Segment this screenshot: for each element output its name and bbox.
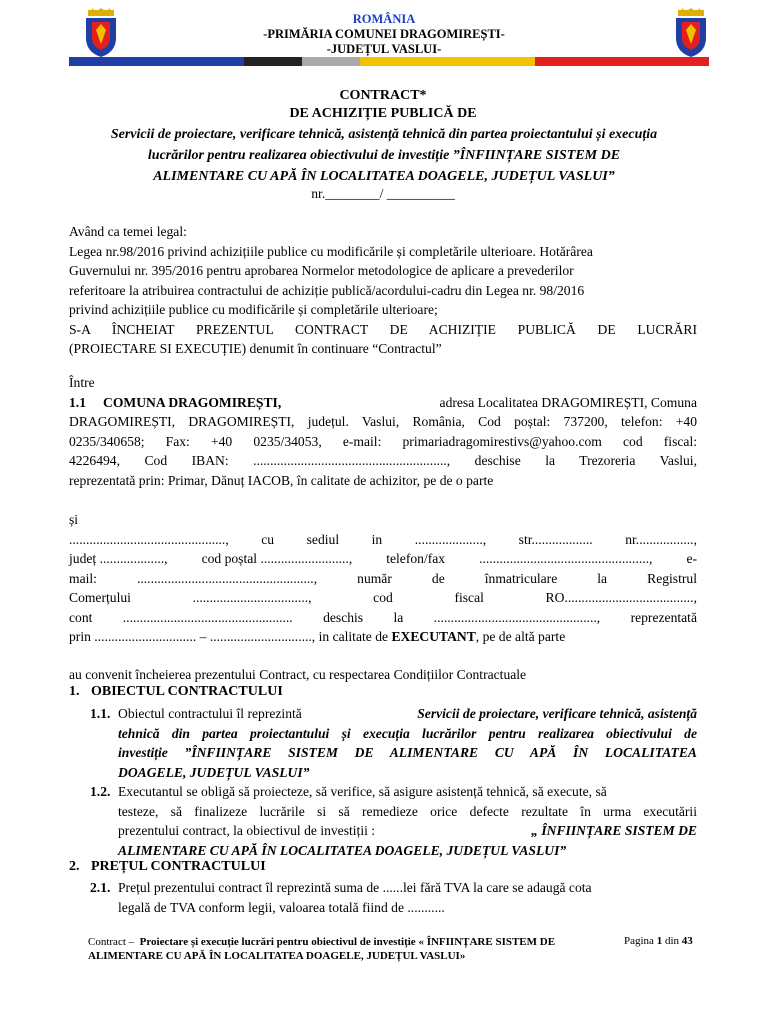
section-2-heading bbox=[69, 859, 266, 875]
legal-basis bbox=[69, 222, 697, 359]
field: nr................., bbox=[625, 531, 697, 547]
section-1-title: OBIECTUL CONTRACTULUI bbox=[91, 684, 283, 699]
party-2-rep: prin .............................. – .............................., in calitate de bbox=[69, 629, 392, 644]
contract-subtitle bbox=[60, 124, 708, 187]
coat-of-arms-icon bbox=[82, 8, 120, 58]
field: Registrul bbox=[647, 570, 697, 586]
clause-text-bold: DOAGELE, JUDEȚUL VASLUI” bbox=[118, 764, 310, 780]
page-of: din bbox=[664, 935, 680, 947]
tricolor-segment bbox=[127, 57, 185, 66]
field: .................................................., bbox=[479, 551, 653, 566]
header-country: ROMÂNIA bbox=[352, 12, 416, 26]
party-1-line: reprezentată prin: Primar, Dănuț IACOB, în calitate de achizitor, pe de o parte bbox=[69, 472, 494, 488]
party-2-row bbox=[69, 549, 697, 569]
subtitle-line: Servicii de proiectare, verificare tehnică, asistență tehnică din partea proiectantului și execuția bbox=[110, 127, 658, 142]
legal-line: S-A ÎNCHEIAT PREZENTUL CONTRACT DE ACHIZIȚIE PUBLICĂ DE LUCRĂRI bbox=[69, 321, 697, 337]
legal-line: privind achizițiile publice cu modificările și completările ulterioare; bbox=[69, 302, 438, 317]
field: RO......................................, bbox=[545, 590, 697, 605]
party-1-line1 bbox=[69, 393, 697, 413]
clause-2-1-line1 bbox=[90, 878, 697, 898]
page-footer bbox=[88, 935, 608, 963]
clause-text: prezentului contract, la obiectivul de investiții : bbox=[118, 823, 376, 838]
party-1-line: 4226494, Cod IBAN: ........................................................., deschise la Trezoreria Vaslui, bbox=[69, 453, 697, 468]
clause-1-2-line3 bbox=[90, 821, 697, 841]
field: mail: bbox=[69, 570, 97, 586]
party-1-num: 1.1 bbox=[69, 394, 86, 410]
field: ...................., bbox=[414, 531, 487, 547]
clause-num: 1.1. bbox=[90, 706, 111, 721]
legal-line: Legea nr.98/2016 privind achizițiile publice cu modificările și completările ulterioare. Hotărârea bbox=[69, 243, 593, 259]
field: cu bbox=[261, 531, 275, 547]
tricolor-segment bbox=[593, 57, 651, 66]
field: in bbox=[371, 531, 383, 547]
contract-title-line2: DE ACHIZIȚIE PUBLICĂ DE bbox=[289, 106, 477, 121]
tricolor-segment bbox=[651, 57, 709, 66]
convenit-line: au convenit încheierea prezentului Contract, cu respectarea Condițiilor Contractuale bbox=[69, 667, 527, 682]
clause-text: Prețul prezentului contract îl reprezintă suma de ......lei fără TVA la care se adaugă cota bbox=[118, 880, 592, 895]
party-2-row bbox=[69, 608, 697, 628]
tricolor-segment bbox=[69, 57, 127, 66]
page-total: 43 bbox=[681, 935, 693, 947]
legal-line: Guvernului nr. 395/2016 pentru aprobarea Normelor metodologice de aplicare a prevederilor bbox=[69, 263, 574, 278]
field: județ ..................., bbox=[69, 551, 168, 566]
field: de bbox=[431, 570, 445, 586]
crest-left bbox=[82, 8, 120, 62]
party-2-row bbox=[69, 530, 697, 550]
field: deschis bbox=[323, 609, 364, 625]
crest-right bbox=[672, 8, 710, 62]
section-1-heading bbox=[69, 684, 283, 700]
header-primaria: -PRIMĂRIA COMUNEI DRAGOMIREȘTI- bbox=[263, 27, 505, 41]
tricolor-segment bbox=[244, 57, 302, 66]
party-2-row bbox=[69, 588, 697, 608]
legal-line: referitoare la atribuirea contractului de achiziție publică/acordului-cadru din Legea nr. 98/2016 bbox=[69, 282, 585, 298]
tricolor-segment bbox=[418, 57, 476, 66]
clause-text-bold: „ ÎNFIINȚARE SISTEM DE bbox=[531, 823, 697, 838]
party-2 bbox=[69, 510, 697, 647]
party-1-address: adresa Localitatea DRAGOMIREȘTI, Comuna bbox=[439, 394, 697, 410]
footer-title: Proiectare și execuție lucrări pentru obiectivul de investiție « ÎNFIINȚARE SISTEM DE bbox=[139, 936, 556, 948]
clause-1-2 bbox=[90, 782, 697, 860]
legal-line: (PROIECTARE SI EXECUȚIE) denumit în continuare “Contractul” bbox=[69, 341, 442, 356]
clause-1-1-line1 bbox=[90, 704, 697, 724]
subtitle-line: ALIMENTARE CU APĂ ÎN LOCALITATEA DOAGELE, JUDEȚUL VASLUI” bbox=[153, 169, 615, 184]
intre-label: Între bbox=[69, 375, 95, 390]
footer-title-2: ALIMENTARE CU APĂ ÎN LOCALITATEA DOAGELE, JUDEȚUL VASLUI» bbox=[88, 950, 466, 962]
party-2-rest: , pe de altă parte bbox=[475, 629, 566, 644]
clause-text: testeze, să finalizeze lucrările si să remedieze orice defecte rezultate în urma executării bbox=[118, 803, 697, 819]
tricolor-band bbox=[69, 57, 709, 66]
field: cod poștal .........................., bbox=[201, 551, 353, 566]
field: cont bbox=[69, 609, 93, 625]
party-2-row bbox=[69, 569, 697, 589]
tricolor-segment bbox=[302, 57, 360, 66]
field: la bbox=[597, 570, 608, 586]
clause-1-2-line1 bbox=[90, 782, 697, 802]
field: str.................. bbox=[518, 531, 593, 547]
subtitle-line: lucrărilor pentru realizarea obiectivului de investiție ”ÎNFIINȚARE SISTEM DE bbox=[147, 148, 621, 163]
field: la bbox=[393, 609, 404, 625]
tricolor-segment bbox=[535, 57, 593, 66]
party-1-line: 0235/340658; Fax: +40 0235/34053, e-mail: primariadragomirestivs@yahoo.com cod fiscal: bbox=[69, 433, 697, 449]
field: telefon/fax bbox=[386, 551, 446, 566]
field: Comerțului bbox=[69, 590, 131, 605]
clause-text: Executantul se obligă să proiecteze, să verifice, să asigure asistență tehnică, să execute, să bbox=[118, 784, 607, 799]
party-1 bbox=[69, 373, 697, 490]
tricolor-segment bbox=[185, 57, 243, 66]
party-1-name: COMUNA DRAGOMIREȘTI, bbox=[103, 394, 282, 410]
clause-num: 2.1. bbox=[90, 880, 111, 895]
clause-2-1 bbox=[90, 878, 697, 917]
party-1-line: DRAGOMIREȘTI, DRAGOMIREȘTI, județul. Vaslui, România, Cod poștal: 737200, telefon: +40 bbox=[69, 414, 697, 429]
field: fiscal bbox=[454, 590, 484, 605]
contract-number: nr.________/ __________ bbox=[311, 186, 455, 201]
legal-basis-lead: Având ca temei legal: bbox=[69, 224, 187, 239]
field: număr bbox=[357, 570, 392, 586]
clause-num: 1.2. bbox=[90, 784, 111, 799]
page-label: Pagina bbox=[624, 935, 654, 947]
party-2-last-line bbox=[69, 627, 697, 647]
clause-text-bold: Servicii de proiectare, verificare tehnică, asistență bbox=[417, 706, 697, 721]
executant-label: EXECUTANT bbox=[391, 629, 476, 644]
coat-of-arms-icon bbox=[672, 8, 710, 58]
clause-text: Obiectul contractului îl reprezintă bbox=[118, 706, 302, 721]
field: .................................................. bbox=[122, 609, 293, 625]
field: .............................................., bbox=[69, 531, 229, 547]
field: ...................................................., bbox=[136, 570, 318, 586]
contract-title: CONTRACT* bbox=[339, 88, 427, 103]
field: .................................., bbox=[192, 590, 312, 605]
section-2-num: 2. bbox=[69, 859, 80, 874]
field: înmatriculare bbox=[484, 570, 558, 586]
clause-text: legală de TVA conform legii, valoarea totală fiind de ........... bbox=[118, 899, 445, 915]
footer-prefix: Contract – bbox=[88, 936, 137, 948]
section-1-num: 1. bbox=[69, 684, 80, 699]
section-2-title: PREȚUL CONTRACTULUI bbox=[91, 859, 266, 874]
field: e- bbox=[686, 551, 697, 566]
clause-1-1 bbox=[90, 704, 697, 782]
header-block bbox=[184, 12, 584, 57]
page-number bbox=[624, 935, 693, 947]
clause-text-bold: tehnică din partea proiectantului și execuția lucrărilor pentru realizarea obiectivului de bbox=[118, 725, 697, 741]
clause-text-bold: investiție ”ÎNFIINȚARE SISTEM DE ALIMENTARE CU APĂ ÎN LOCALITATEA bbox=[118, 745, 697, 760]
header-judet: -JUDEȚUL VASLUI- bbox=[326, 42, 442, 56]
field: sediul bbox=[306, 531, 340, 547]
tricolor-segment bbox=[476, 57, 534, 66]
si-label: și bbox=[69, 512, 79, 527]
field: reprezentată bbox=[630, 609, 697, 625]
field: cod bbox=[373, 590, 393, 605]
tricolor-segment bbox=[360, 57, 418, 66]
field: ................................................, bbox=[433, 609, 601, 625]
clause-text-bold: ALIMENTARE CU APĂ ÎN LOCALITATEA DOAGELE, JUDEȚUL VASLUI” bbox=[118, 842, 567, 858]
page-current: 1 bbox=[656, 935, 663, 947]
